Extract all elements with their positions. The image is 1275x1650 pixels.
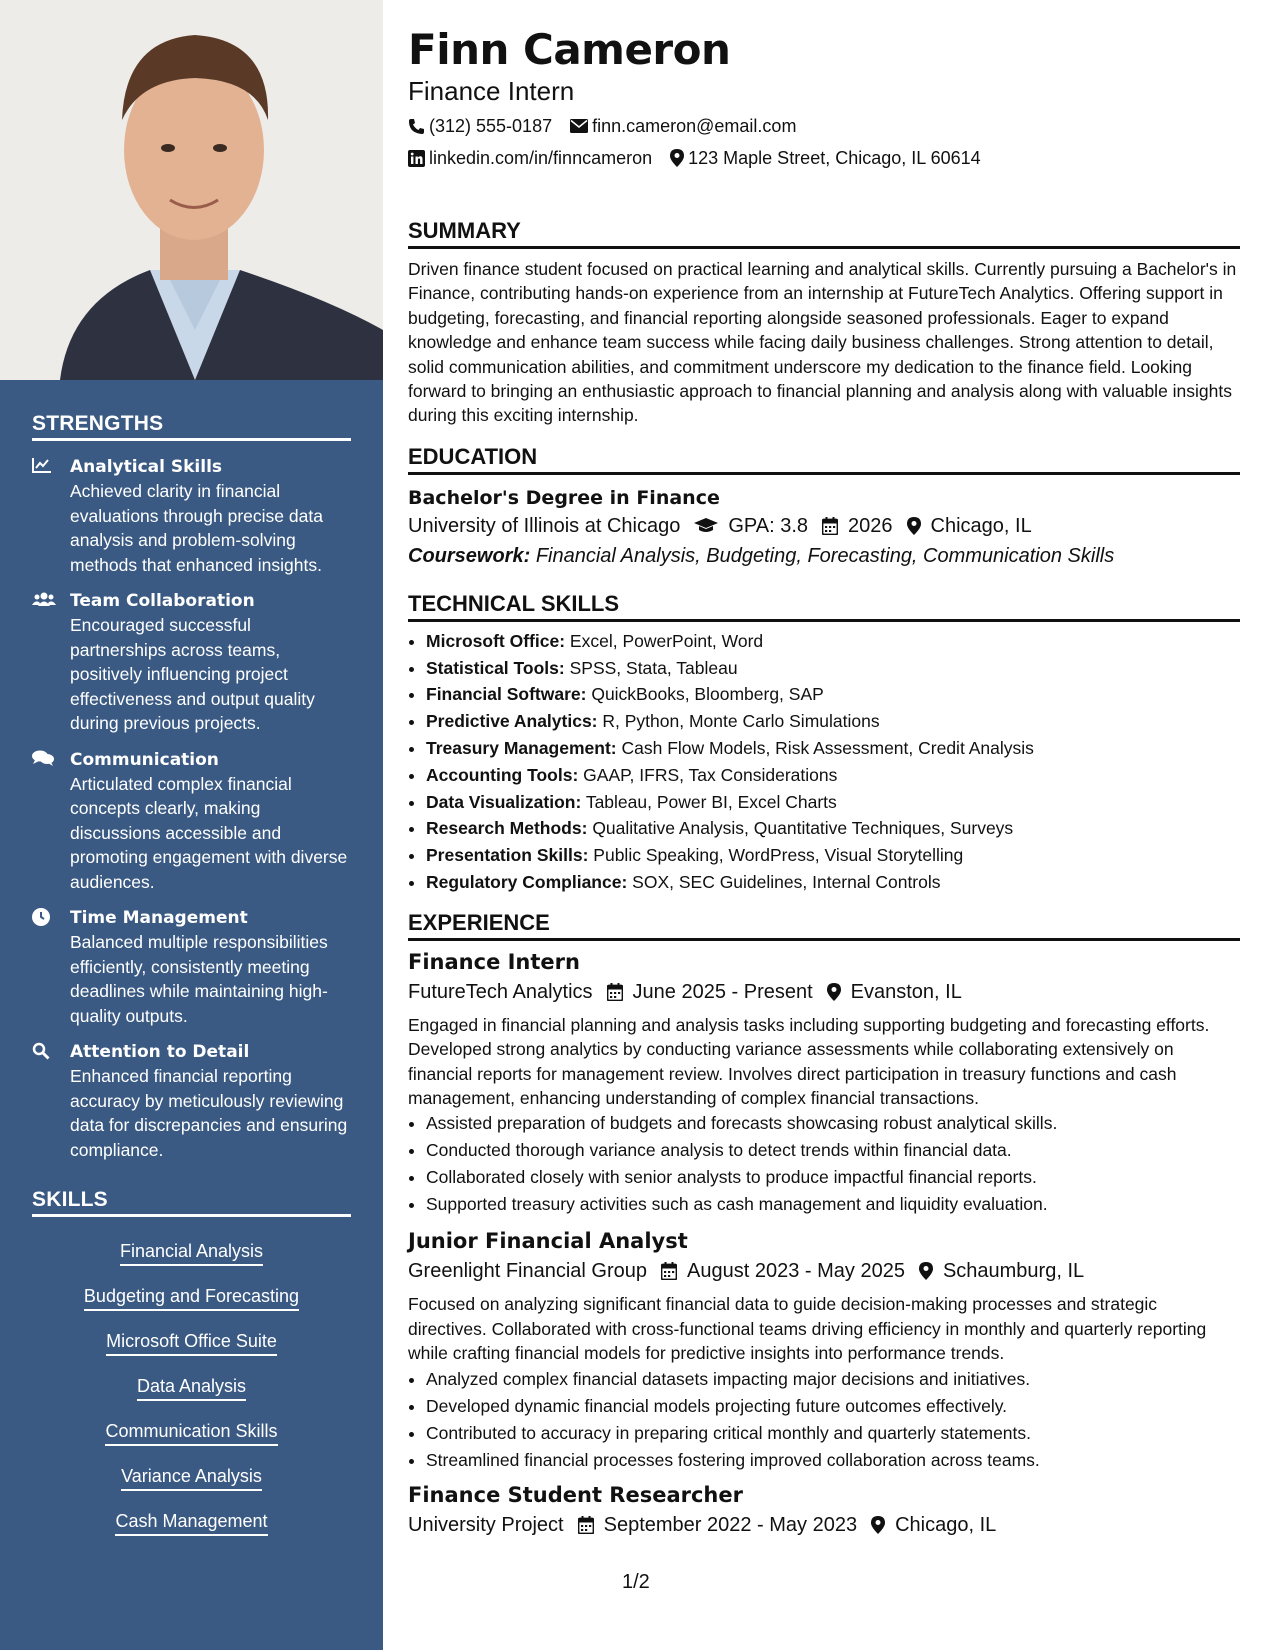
skill-label: Microsoft Office:: [426, 630, 566, 651]
skill-label: Regulatory Compliance:: [426, 872, 628, 893]
job-meta: [408, 1256, 1240, 1286]
job-bullets: [408, 1366, 1240, 1474]
school-name: University of Illinois at Chicago: [408, 514, 681, 537]
calendar-icon: [822, 517, 838, 535]
technical-skills-title: TECHNICAL SKILLS: [408, 591, 1240, 622]
summary-title: SUMMARY: [408, 218, 1240, 249]
skills-title: SKILLS: [32, 1188, 351, 1217]
sidebar: [0, 0, 383, 1650]
strength-desc: Enhanced financial reporting accuracy by meticulously reviewing data for discrepancies and ensuring compliance.: [70, 1066, 348, 1160]
gpa-text: GPA: 3.8: [728, 514, 809, 537]
skills-list: [32, 1231, 351, 1546]
skill-label: Accounting Tools:: [426, 764, 579, 785]
envelope-icon: [570, 119, 588, 133]
strength-item: [32, 748, 351, 895]
list-item: • Developed dynamic financial models projecting future outcomes effectively.: [426, 1393, 1240, 1420]
company-name: University Project: [408, 1513, 564, 1536]
page-number: 1/2: [622, 1571, 650, 1593]
map-marker-icon: [919, 1262, 933, 1280]
job-meta: [408, 1510, 1240, 1540]
chart-line-icon: [32, 455, 70, 577]
list-item: [426, 655, 1240, 682]
calendar-icon: [661, 1262, 677, 1280]
job-entry: [408, 1226, 1240, 1473]
skill-value: Qualitative Analysis, Quantitative Techniques, Surveys: [592, 818, 1014, 839]
list-item: [426, 681, 1240, 708]
company-name: FutureTech Analytics: [408, 980, 593, 1003]
education-title: EDUCATION: [408, 444, 1240, 475]
strength-item: [32, 589, 351, 736]
candidate-role: Finance Intern: [408, 76, 575, 106]
strength-title: Team Collaboration: [70, 591, 255, 611]
list-item: • Contributed to accuracy in preparing critical monthly and quarterly statements.: [426, 1420, 1240, 1447]
skill-value: Public Speaking, WordPress, Visual Storytelling: [593, 845, 964, 866]
candidate-name: Finn Cameron: [408, 25, 731, 74]
list-item: • Collaborated closely with senior analysts to produce impactful financial reports.: [426, 1164, 1240, 1191]
job-location: Evanston, IL: [850, 980, 962, 1003]
map-marker-icon: [827, 983, 841, 1001]
strength-item: [32, 906, 351, 1028]
strength-item: [32, 1040, 351, 1162]
skill-label: Treasury Management:: [426, 738, 617, 759]
job-entry: [408, 1480, 1240, 1540]
list-item: • Conducted thorough variance analysis to detect trends within financial data.: [426, 1137, 1240, 1164]
skill-label: Research Methods:: [426, 818, 588, 839]
graduation-cap-icon: [694, 518, 718, 534]
strength-desc: Encouraged successful partnerships across teams, positively influencing project effectiveness and output quality during previous projects.: [70, 615, 315, 733]
address-text: 123 Maple Street, Chicago, IL 60614: [688, 148, 981, 168]
list-item: [426, 789, 1240, 816]
skill-value: SOX, SEC Guidelines, Internal Controls: [632, 872, 941, 893]
users-icon: [32, 589, 70, 736]
strength-desc: Articulated complex financial concepts clearly, making discussions accessible and promoting engagement with diverse audiences.: [70, 773, 348, 892]
main-content: [408, 0, 1240, 1540]
skill-tag: Financial Analysis: [120, 1239, 263, 1266]
education-location: Chicago, IL: [930, 514, 1032, 537]
education-meta: [408, 511, 1240, 541]
list-item: [426, 628, 1240, 655]
job-dates: June 2025 - Present: [632, 980, 813, 1003]
summary-text: Driven finance student focused on practical learning and analytical skills. Currently pursuing a Bachelor's in Finance, contributing hands-on experience from an internship at FutureTech Analytics. Offering support in budgeting, forecasting, and financial reporting alongside seasoned professionals. Eager to expand knowledge and enhance team success while facing daily business challenges. Strong attention to detail, solid communication abilities, and commitment underscore my dedication to the finance field. Looking forward to bringing an enthusiastic approach to financial planning and analysis along with valuable insights during this exciting internship.: [408, 259, 1237, 426]
job-title: Finance Intern: [408, 949, 580, 974]
strength-title: Analytical Skills: [70, 457, 223, 477]
list-item: • Supported treasury activities such as cash management and liquidity evaluation.: [426, 1191, 1240, 1218]
list-item: • Streamlined financial processes fostering improved collaboration across teams.: [426, 1447, 1240, 1474]
skill-tag: Communication Skills: [105, 1419, 277, 1446]
job-dates: September 2022 - May 2023: [603, 1513, 858, 1536]
map-marker-icon: [907, 517, 921, 535]
calendar-icon: [607, 983, 623, 1001]
phone-icon: [408, 118, 425, 135]
job-meta: [408, 977, 1240, 1007]
strength-title: Communication: [70, 749, 219, 770]
calendar-icon: [578, 1516, 594, 1534]
phone-text[interactable]: (312) 555-0187: [429, 116, 553, 136]
skill-label: Financial Software:: [426, 684, 587, 705]
strength-title: Attention to Detail: [70, 1042, 250, 1062]
skill-value: Excel, PowerPoint, Word: [569, 630, 764, 651]
linkedin-link[interactable]: linkedin.com/in/finncameron: [429, 148, 653, 168]
strength-desc: Achieved clarity in financial evaluations through precise data analysis and problem-solving methods that enhanced insights.: [70, 481, 323, 575]
coursework-label: Coursework:: [408, 544, 531, 567]
coursework-list: Financial Analysis, Budgeting, Forecasting, Communication Skills: [535, 544, 1115, 567]
clock-icon: [32, 906, 70, 1028]
job-description: Engaged in financial planning and analysis tasks including supporting budgeting and forecasting efforts. Developed strong analytics by conducting variance assessments while collaborating extensively on financial reports for management review. Involves direct participation in treasury functions and cash management, enhancing understanding of complex financial transactions.: [408, 1014, 1210, 1109]
list-item: • Analyzed complex financial datasets impacting major decisions and initiatives.: [426, 1366, 1240, 1393]
skill-value: SPSS, Stata, Tableau: [569, 657, 738, 678]
experience-title: EXPERIENCE: [408, 910, 1240, 941]
job-dates: August 2023 - May 2025: [687, 1260, 905, 1283]
job-title: Junior Financial Analyst: [408, 1229, 688, 1254]
skill-value: QuickBooks, Bloomberg, SAP: [591, 684, 824, 705]
contact-row: [408, 142, 1240, 174]
email-link[interactable]: finn.cameron@email.com: [592, 116, 797, 136]
contact-row: [408, 110, 1240, 142]
strength-title: Time Management: [70, 908, 248, 928]
job-title: Finance Student Researcher: [408, 1482, 743, 1507]
graduation-year: 2026: [848, 514, 893, 537]
skill-value: Cash Flow Models, Risk Assessment, Credit Analysis: [621, 738, 1034, 759]
technical-skills-list: [408, 628, 1240, 896]
skill-value: GAAP, IFRS, Tax Considerations: [583, 764, 838, 785]
profile-photo: [0, 0, 383, 380]
strengths-section: [0, 412, 383, 1546]
strength-item: [32, 455, 351, 577]
job-description: Focused on analyzing significant financial data to guide decision-making processes and strategic directives. Collaborated with cross-functional teams driving efficiency in monthly and quarterly reporting while crafting financial models for predictive insights into performance trends.: [408, 1294, 1207, 1364]
strength-desc: Balanced multiple responsibilities efficiently, consistently meeting deadlines while maintaining high-quality outputs.: [70, 932, 328, 1026]
skill-label: Presentation Skills:: [426, 845, 589, 866]
list-item: • Assisted preparation of budgets and forecasts showcasing robust analytical skills.: [426, 1110, 1240, 1137]
skill-value: Tableau, Power BI, Excel Charts: [585, 791, 837, 812]
search-icon: [32, 1040, 70, 1162]
map-marker-icon: [670, 149, 684, 167]
skill-tag: Budgeting and Forecasting: [84, 1284, 299, 1311]
skill-value: R, Python, Monte Carlo Simulations: [602, 711, 880, 732]
skill-tag: Cash Management: [115, 1509, 267, 1536]
skill-tag: Data Analysis: [137, 1374, 246, 1401]
skill-label: Statistical Tools:: [426, 657, 565, 678]
skill-label: Predictive Analytics:: [426, 711, 598, 732]
list-item: [426, 708, 1240, 735]
linkedin-icon: [408, 150, 425, 167]
job-entry: [408, 947, 1240, 1219]
list-item: [426, 762, 1240, 789]
comments-icon: [32, 748, 70, 895]
list-item: [426, 815, 1240, 842]
map-marker-icon: [871, 1516, 885, 1534]
list-item: [426, 735, 1240, 762]
coursework: [408, 541, 1240, 571]
job-location: Schaumburg, IL: [942, 1260, 1085, 1283]
list-item: [426, 842, 1240, 869]
strengths-title: STRENGTHS: [32, 412, 351, 441]
company-name: Greenlight Financial Group: [408, 1260, 648, 1283]
job-location: Chicago, IL: [895, 1513, 997, 1536]
skill-label: Data Visualization:: [426, 791, 582, 812]
job-bullets: [408, 1110, 1240, 1218]
skill-tag: Microsoft Office Suite: [106, 1329, 277, 1356]
skill-tag: Variance Analysis: [121, 1464, 262, 1491]
list-item: [426, 869, 1240, 896]
degree-title: Bachelor's Degree in Finance: [408, 486, 720, 509]
